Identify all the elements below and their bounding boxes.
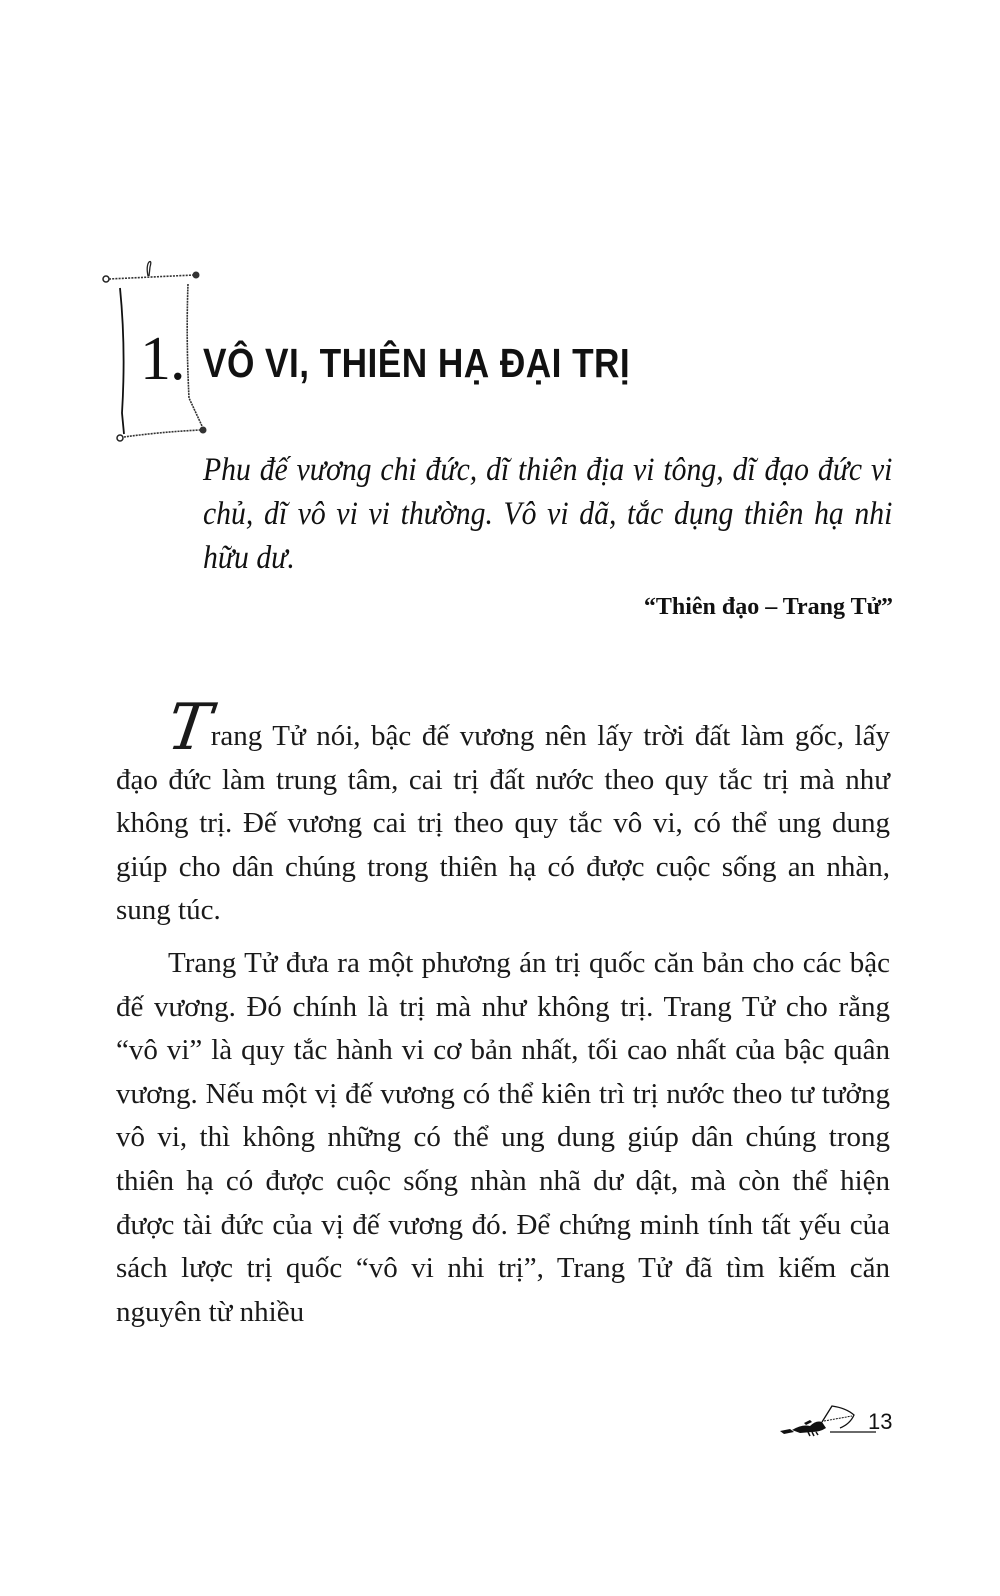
- chapter-header: [100, 258, 900, 443]
- chapter-number: 1.: [140, 325, 185, 393]
- paragraph-1: [116, 691, 890, 933]
- drop-cap: T: [162, 691, 216, 765]
- body-text: [116, 691, 890, 1334]
- epigraph: [203, 448, 893, 620]
- paragraph-2: Trang Tử đưa ra một phương án trị quốc căn bản cho các bậc đế vương. Đó chính là trị mà như không trị. Trang Tử cho rằng “vô vi” là quy tắc hành vi cơ bản nhất, tối cao nhất của bậc quân vương. Nếu một vị đế vương có thể kiên trì trị nước theo tư tưởng vô vi, thì không những có thể ung dung giúp dân chúng trong thiên hạ có được cuộc sống nhàn nhã dư dật, mà còn thể hiện được tài đức của vị đế vương đó. Để chứng minh tính tất yếu của sách lược trị quốc “vô vi nhi trị”, Trang Tử đã tìm kiếm căn nguyên từ nhiều: [116, 946, 890, 1328]
- page-footer: [780, 1402, 900, 1442]
- epigraph-text: Phu đế vương chi đức, dĩ thiên địa vi tông, dĩ đạo đức vi chủ, dĩ vô vi vi thường. Vô vi dã, tắc dụng thiên hạ nhi hữu dư.: [203, 452, 893, 576]
- fisherman-boat-icon: [780, 1402, 876, 1442]
- chapter-title: VÔ VI, THIÊN HẠ ĐẠI TRỊ: [203, 340, 631, 386]
- epigraph-source: “Thiên đạo – Trang Tử”: [643, 594, 893, 620]
- page-number: 13: [868, 1409, 893, 1434]
- paragraph-1-text: rang Tử nói, bậc đế vương nên lấy trời đất làm gốc, lấy đạo đức làm trung tâm, cai trị đất nước theo quy tắc trị mà như không trị. Đế vương cai trị theo quy tắc vô vi, có thể ung dung giúp cho dân chúng trong thiên hạ có được cuộc sống an nhàn, sung túc.: [116, 720, 890, 927]
